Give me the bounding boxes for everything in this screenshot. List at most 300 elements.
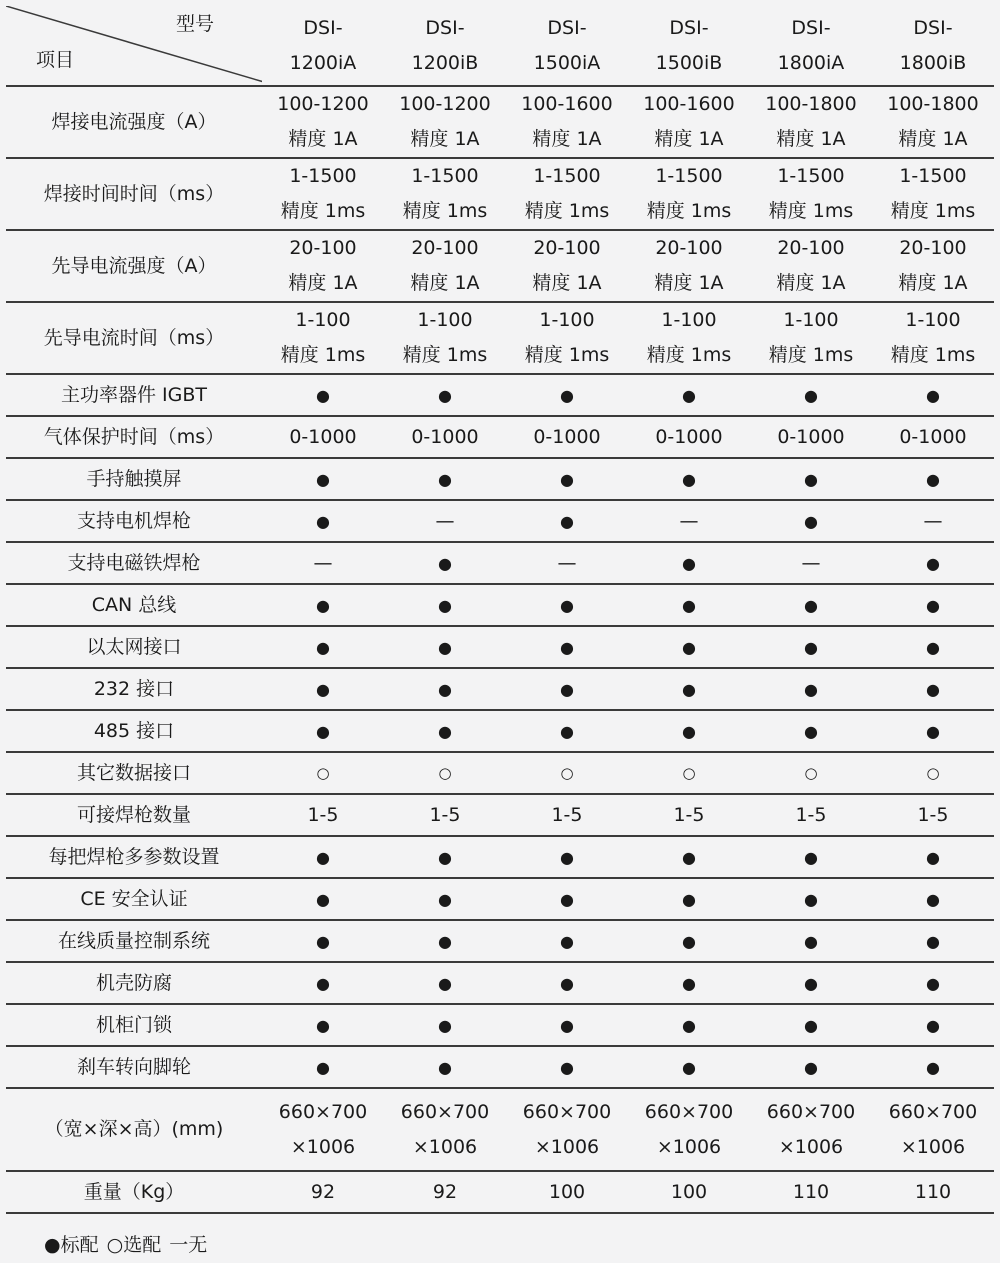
standard-mark: ● [438,637,452,657]
table-row [6,710,994,752]
table-row [6,158,994,230]
table-cell [384,86,506,158]
cell-value: 1-1500 [899,165,967,187]
standard-mark: ● [560,847,574,867]
table-cell [750,86,872,158]
cell-value: 1-1500 [655,165,723,187]
standard-mark: ● [682,1057,696,1077]
cell-value: 1-100 [783,309,839,331]
table-cell [750,542,872,584]
table-row [6,458,994,500]
none-mark: — [557,551,577,574]
standard-mark: ● [438,973,452,993]
cell-value: 660×700 [766,1100,856,1123]
table-cell [628,500,750,542]
standard-mark: ● [926,1015,940,1035]
table-cell [262,584,384,626]
standard-mark: ● [560,721,574,741]
cell-value: 0-1000 [899,425,967,448]
table-cell [872,1046,994,1088]
table-cell [506,1171,628,1213]
table-row [6,500,994,542]
standard-mark: ● [438,1015,452,1035]
none-mark: — [801,551,821,574]
row-label: 在线质量控制系统 [6,920,262,962]
table-cell [872,86,994,158]
optional-mark: ○ [316,763,330,782]
table-cell [628,1088,750,1171]
table-cell [750,1171,872,1213]
table-cell [872,374,994,416]
cell-value: 精度 1A [776,128,846,150]
model-header [750,6,872,86]
standard-mark: ● [316,721,330,741]
cell-value: 精度 1ms [768,344,854,366]
standard-mark: ● [682,385,696,405]
none-mark: — [679,509,699,532]
table-cell [262,230,384,302]
cell-value: ×1006 [412,1135,478,1158]
spec-table [6,6,994,1214]
row-label: CAN 总线 [6,584,262,626]
cell-value: 1-100 [417,309,473,331]
table-row [6,584,994,626]
standard-mark: ● [560,679,574,699]
cell-value: 精度 1A [532,272,602,294]
standard-mark: ● [804,385,818,405]
cell-value: ×1006 [290,1135,356,1158]
table-cell [872,500,994,542]
table-cell [262,302,384,374]
standard-mark: ● [682,679,696,699]
standard-mark: ● [804,511,818,531]
standard-mark: ● [316,1015,330,1035]
standard-mark: ● [438,679,452,699]
standard-mark: ● [316,385,330,405]
cell-value: 精度 1ms [402,200,488,222]
table-cell [506,836,628,878]
table-row [6,626,994,668]
table-cell [262,416,384,458]
cell-value: 精度 1A [654,128,724,150]
model-line2: 1800iB [899,51,967,74]
cell-value: 精度 1ms [524,200,610,222]
table-cell [262,668,384,710]
row-label: 232 接口 [6,668,262,710]
standard-mark: ● [316,973,330,993]
cell-value: 100-1600 [521,93,613,115]
table-cell [506,86,628,158]
table-cell [750,794,872,836]
model-line1: DSI- [669,16,709,39]
table-row [6,302,994,374]
table-row [6,836,994,878]
cell-value: 精度 1A [898,128,968,150]
legend-none: 一无 [169,1234,208,1256]
row-label: 重量（Kg） [6,1171,262,1213]
standard-mark: ● [804,679,818,699]
cell-value: 精度 1ms [768,200,854,222]
legend-optional: ○选配 [106,1234,162,1256]
standard-mark: ● [316,931,330,951]
table-cell [872,920,994,962]
standard-mark: ● [316,679,330,699]
model-line2: 1200iA [289,51,357,74]
table-row [6,962,994,1004]
table-cell [750,1046,872,1088]
standard-mark: ● [560,889,574,909]
cell-value: 100 [670,1180,708,1203]
table-cell [506,302,628,374]
standard-mark: ● [560,931,574,951]
cell-value: 精度 1ms [646,344,732,366]
cell-value: 20-100 [411,237,479,259]
model-line2: 1500iA [533,51,601,74]
table-cell [384,710,506,752]
table-cell [750,626,872,668]
table-row [6,230,994,302]
table-cell [628,836,750,878]
cell-value: 92 [432,1180,458,1203]
standard-mark: ● [438,721,452,741]
cell-value: 1-100 [295,309,351,331]
standard-mark: ● [560,469,574,489]
cell-value: 1-1500 [289,165,357,187]
cell-value: 0-1000 [533,425,601,448]
table-cell [750,158,872,230]
table-cell [384,158,506,230]
table-cell [384,416,506,458]
cell-value: 100 [548,1180,586,1203]
cell-value: 精度 1A [776,272,846,294]
row-label: （宽×深×高）(mm) [6,1088,262,1171]
table-cell [628,158,750,230]
table-cell [628,1046,750,1088]
table-cell [262,1171,384,1213]
table-cell [384,1171,506,1213]
corner-header-cell [6,6,262,86]
row-label: 485 接口 [6,710,262,752]
cell-value: 精度 1A [898,272,968,294]
standard-mark: ● [926,595,940,615]
table-cell [506,878,628,920]
table-cell [628,542,750,584]
table-cell [506,626,628,668]
table-row [6,920,994,962]
cell-value: 1-5 [795,803,827,826]
header-row [6,6,994,86]
model-header [506,6,628,86]
cell-value: 精度 1A [410,272,480,294]
cell-value: 精度 1ms [524,344,610,366]
standard-mark: ● [926,637,940,657]
table-cell [750,230,872,302]
table-cell [750,374,872,416]
legend-standard: ●标配 [44,1234,99,1256]
table-row [6,794,994,836]
cell-value: 100-1800 [887,93,979,115]
standard-mark: ● [316,469,330,489]
table-cell [506,962,628,1004]
standard-mark: ● [926,931,940,951]
row-label: 机壳防腐 [6,962,262,1004]
table-cell [872,542,994,584]
standard-mark: ● [926,973,940,993]
cell-value: ×1006 [778,1135,844,1158]
table-cell [262,878,384,920]
table-cell [628,374,750,416]
table-cell [872,878,994,920]
table-cell [506,230,628,302]
table-cell [750,416,872,458]
table-cell [872,836,994,878]
cell-value: 1-5 [673,803,705,826]
row-label: 以太网接口 [6,626,262,668]
table-cell [628,668,750,710]
table-cell [872,1171,994,1213]
table-cell [384,878,506,920]
row-label: 手持触摸屏 [6,458,262,500]
table-cell [750,302,872,374]
cell-value: 0-1000 [289,425,357,448]
table-cell [262,962,384,1004]
table-row [6,542,994,584]
standard-mark: ● [438,553,452,573]
row-label: 其它数据接口 [6,752,262,794]
table-cell [506,458,628,500]
table-cell [750,752,872,794]
cell-value: ×1006 [534,1135,600,1158]
row-label: 支持电磁铁焊枪 [6,542,262,584]
standard-mark: ● [316,1057,330,1077]
cell-value: ×1006 [656,1135,722,1158]
table-cell [872,416,994,458]
cell-value: 20-100 [777,237,845,259]
table-cell [750,668,872,710]
table-cell [262,374,384,416]
standard-mark: ● [926,553,940,573]
table-cell [506,1046,628,1088]
table-cell [262,836,384,878]
table-cell [628,752,750,794]
table-cell [384,1004,506,1046]
table-cell [262,794,384,836]
table-cell [872,158,994,230]
table-cell [872,626,994,668]
row-label: 先导电流强度（A） [6,230,262,302]
table-cell [628,302,750,374]
table-cell [262,1046,384,1088]
model-header [384,6,506,86]
table-cell [750,458,872,500]
table-cell [872,1088,994,1171]
cell-value: 1-5 [551,803,583,826]
optional-mark: ○ [560,763,574,782]
cell-value: 92 [310,1180,336,1203]
standard-mark: ● [438,847,452,867]
table-cell [262,158,384,230]
standard-mark: ● [926,679,940,699]
optional-mark: ○ [804,763,818,782]
table-cell [384,500,506,542]
table-cell [506,500,628,542]
cell-value: 0-1000 [411,425,479,448]
standard-mark: ● [560,973,574,993]
table-cell [628,920,750,962]
table-cell [384,836,506,878]
standard-mark: ● [804,1015,818,1035]
table-cell [384,962,506,1004]
cell-value: 660×700 [278,1100,368,1123]
standard-mark: ● [926,889,940,909]
table-cell [872,458,994,500]
standard-mark: ● [926,721,940,741]
table-cell [628,1171,750,1213]
table-cell [628,1004,750,1046]
table-cell [506,374,628,416]
cell-value: ×1006 [900,1135,966,1158]
standard-mark: ● [926,1057,940,1077]
table-cell [628,230,750,302]
table-cell [750,962,872,1004]
standard-mark: ● [438,385,452,405]
cell-value: 精度 1A [288,128,358,150]
row-label: 主功率器件 IGBT [6,374,262,416]
standard-mark: ● [804,847,818,867]
table-cell [262,920,384,962]
cell-value: 20-100 [899,237,967,259]
cell-value: 1-100 [539,309,595,331]
table-cell [506,920,628,962]
table-cell [262,458,384,500]
standard-mark: ● [804,1057,818,1077]
cell-value: 精度 1A [410,128,480,150]
model-line1: DSI- [547,16,587,39]
standard-mark: ● [804,973,818,993]
model-line1: DSI- [425,16,465,39]
standard-mark: ● [682,973,696,993]
legend [44,1232,209,1258]
model-line2: 1800iA [777,51,845,74]
table-row [6,668,994,710]
cell-value: 20-100 [533,237,601,259]
table-row [6,374,994,416]
table-cell [628,710,750,752]
optional-mark: ○ [438,763,452,782]
cell-value: 20-100 [289,237,357,259]
cell-value: 100-1600 [643,93,735,115]
standard-mark: ● [804,889,818,909]
table-cell [384,584,506,626]
standard-mark: ● [438,889,452,909]
cell-value: 1-1500 [533,165,601,187]
table-row [6,1046,994,1088]
standard-mark: ● [560,1015,574,1035]
table-cell [384,668,506,710]
standard-mark: ● [682,889,696,909]
table-row [6,878,994,920]
table-cell [750,1088,872,1171]
cell-value: 1-1500 [411,165,479,187]
cell-value: 1-100 [661,309,717,331]
standard-mark: ● [316,889,330,909]
table-cell [506,794,628,836]
cell-value: 精度 1A [532,128,602,150]
cell-value: 0-1000 [655,425,723,448]
table-cell [262,1004,384,1046]
table-cell [262,710,384,752]
standard-mark: ● [682,553,696,573]
table-row [6,416,994,458]
table-cell [262,500,384,542]
standard-mark: ● [804,931,818,951]
cell-value: 660×700 [522,1100,612,1123]
standard-mark: ● [438,595,452,615]
table-cell [262,626,384,668]
table-cell [506,752,628,794]
table-cell [628,584,750,626]
table-cell [628,626,750,668]
cell-value: 20-100 [655,237,723,259]
standard-mark: ● [926,469,940,489]
none-mark: — [435,509,455,532]
cell-value: 精度 1ms [402,344,488,366]
model-header [262,6,384,86]
table-cell [384,302,506,374]
cell-value: 100-1200 [277,93,369,115]
row-label: 气体保护时间（ms） [6,416,262,458]
table-cell [872,1004,994,1046]
table-cell [262,1088,384,1171]
cell-value: 660×700 [400,1100,490,1123]
table-cell [506,1004,628,1046]
table-row [6,1171,994,1213]
table-cell [750,710,872,752]
table-cell [628,962,750,1004]
table-cell [872,752,994,794]
standard-mark: ● [438,1057,452,1077]
table-cell [384,1046,506,1088]
standard-mark: ● [560,511,574,531]
standard-mark: ● [804,721,818,741]
none-mark: — [313,551,333,574]
table-cell [750,878,872,920]
cell-value: 精度 1ms [890,344,976,366]
table-cell [506,416,628,458]
cell-value: 100-1200 [399,93,491,115]
cell-value: 100-1800 [765,93,857,115]
standard-mark: ● [560,385,574,405]
table-cell [506,710,628,752]
row-label: 焊接电流强度（A） [6,86,262,158]
standard-mark: ● [926,385,940,405]
row-label: 焊接时间时间（ms） [6,158,262,230]
table-cell [384,542,506,584]
table-cell [628,416,750,458]
cell-value: 1-5 [917,803,949,826]
table-cell [384,230,506,302]
standard-mark: ● [682,1015,696,1035]
table-cell [506,668,628,710]
standard-mark: ● [438,931,452,951]
row-label: 先导电流时间（ms） [6,302,262,374]
standard-mark: ● [682,595,696,615]
table-cell [872,962,994,1004]
cell-value: 0-1000 [777,425,845,448]
table-cell [872,584,994,626]
table-cell [384,458,506,500]
table-cell [384,374,506,416]
